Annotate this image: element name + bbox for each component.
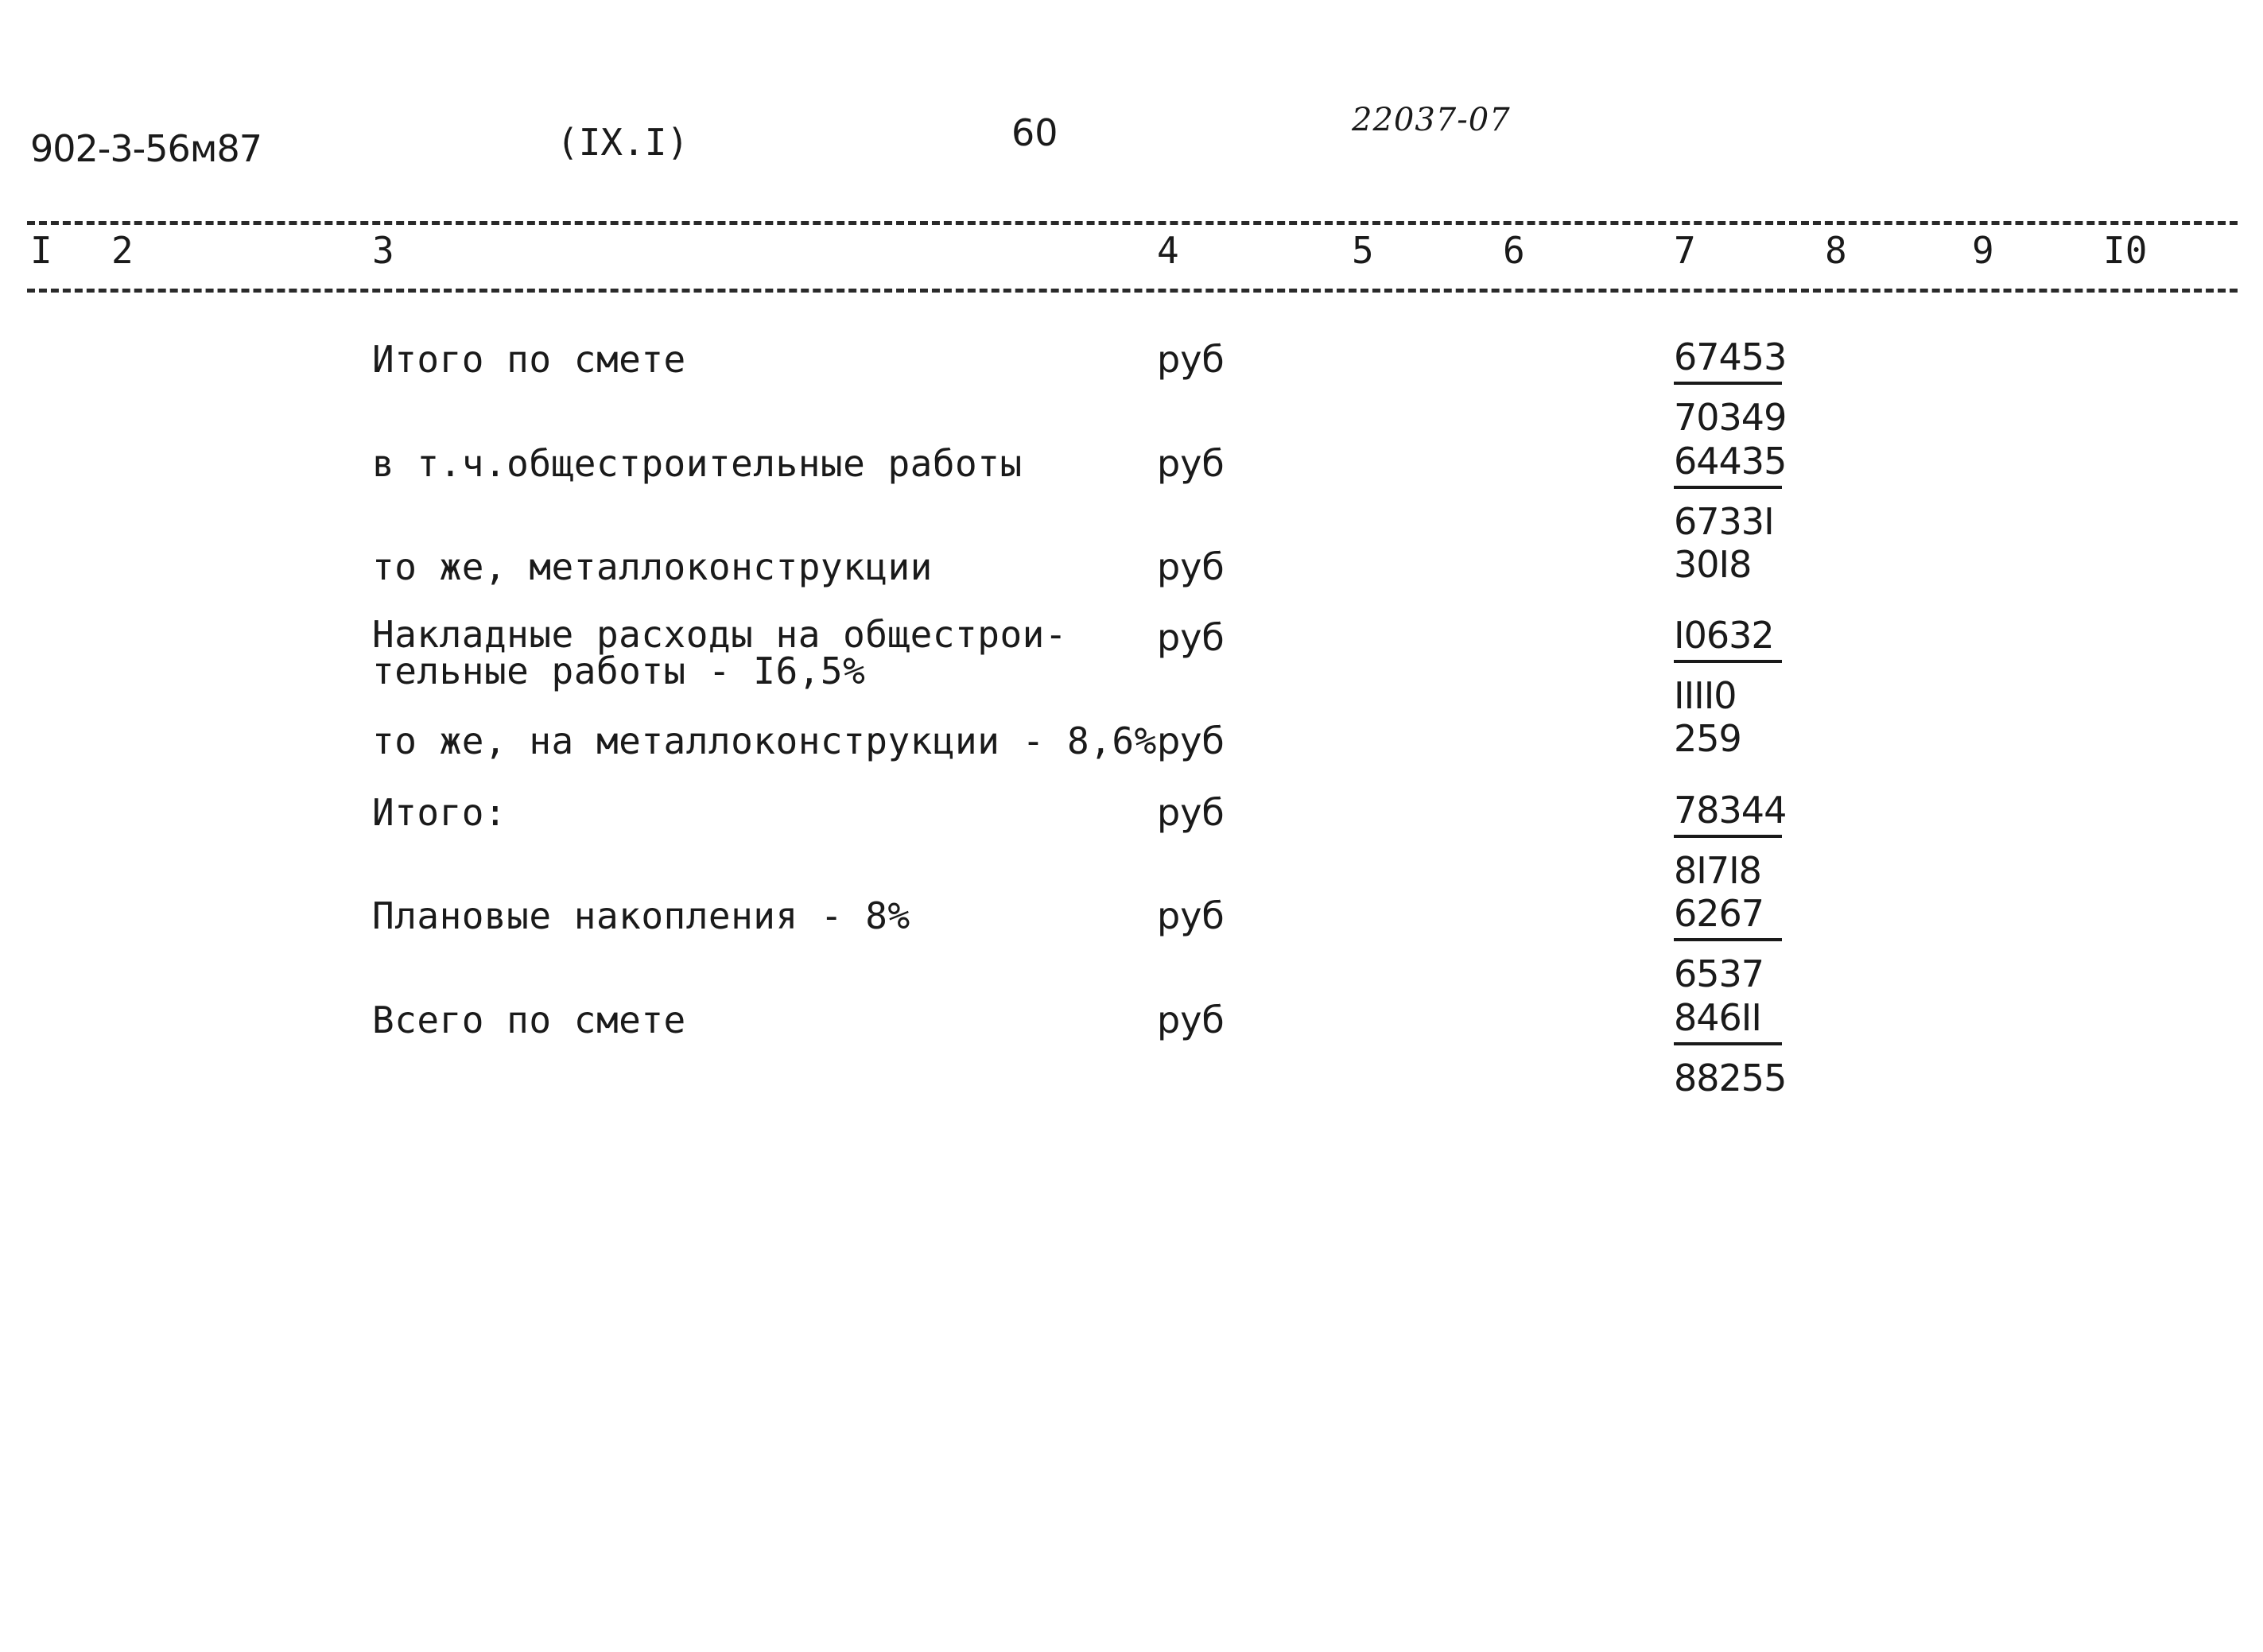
column-number-8: 8 [1825,229,1847,272]
column-number-4: 4 [1157,229,1179,272]
column-number-1: I [30,229,52,272]
row-value-fraction [1674,335,1786,439]
row-unit: руб [1157,791,1225,834]
row-unit: руб [1157,338,1225,381]
header-top-rule [27,221,2238,225]
value-numerator: 64435 [1674,440,1782,489]
row-value-fraction [1674,892,1782,995]
row-label: Плановые накопления - 8% [372,894,910,937]
row-unit: руб [1157,442,1225,485]
row-unit: руб [1157,999,1225,1041]
document-code: 902-3-56м87 [30,127,262,170]
row-value-fraction [1674,614,1782,717]
value-numerator: 6267 [1674,892,1782,941]
row-value-fraction [1674,789,1787,892]
value-denominator: 8I7I8 [1674,849,1761,892]
value-numerator: 78344 [1674,789,1782,838]
column-number-7: 7 [1674,229,1696,272]
row-label: Итого: [372,791,507,834]
row-label: то же, на металлоконструкции - 8,6% [372,719,1157,762]
column-number-2: 2 [111,229,134,272]
row-label: Всего по смете [372,999,686,1041]
row-label [372,613,1068,692]
column-number-9: 9 [1972,229,1994,272]
row-unit: руб [1157,719,1225,762]
row-unit: руб [1157,894,1225,937]
row-value: 30I8 [1674,543,1752,586]
row-unit: руб [1157,545,1225,588]
row-label: в т.ч.общестроительные работы [372,442,1023,485]
row-label-line-1: Накладные расходы на общестрои- [372,613,1068,656]
header-bottom-rule [27,289,2238,293]
value-denominator: 6733I [1674,500,1774,543]
value-denominator: 6537 [1674,952,1764,995]
row-value-fraction [1674,996,1786,1099]
row-label: то же, металлоконструкции [372,545,933,588]
value-denominator: 88255 [1674,1057,1787,1099]
column-number-3: 3 [372,229,394,272]
column-number-6: 6 [1503,229,1525,272]
row-label: Итого по смете [372,338,686,381]
section-number: (IX.I) [557,121,689,164]
value-denominator: IIII0 [1674,674,1737,717]
value-numerator: I0632 [1674,614,1782,663]
row-value-fraction [1674,440,1787,543]
value-numerator: 67453 [1674,335,1782,385]
row-label-line-2: тельные работы - I6,5% [372,650,866,692]
row-value: 259 [1674,717,1741,760]
handwritten-note: 22037-07 [1352,102,1511,138]
row-unit: руб [1157,616,1225,659]
value-denominator: 70349 [1674,396,1787,439]
column-number-5: 5 [1352,229,1374,272]
value-numerator: 846II [1674,996,1782,1045]
page-number: 60 [1011,111,1058,154]
column-number-10: I0 [2103,229,2148,272]
